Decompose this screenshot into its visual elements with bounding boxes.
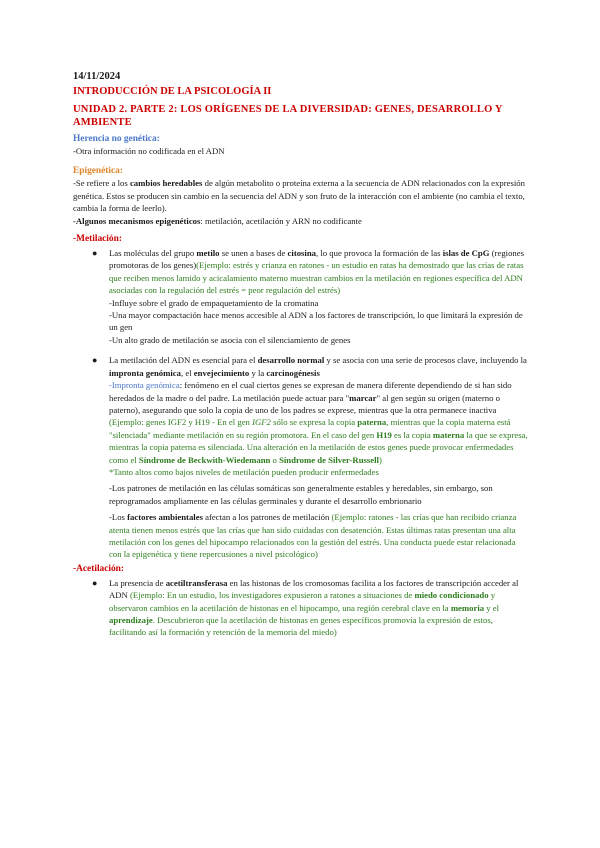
metilacion-bullet-1 [73, 247, 528, 346]
section-acetilacion-heading: -Acetilación: [73, 563, 125, 574]
metilacion-b2-environment: -Los factores ambientales afectan a los patrones de metilación (Ejemplo: ratones - las crías que han recibido crianza atenta tienen menos estrés que las crías que han sido cuidadas con desatención. Estas últimas ratas presentan una alta metilación con los genes del hipocampo relacionados con la gestión del estrés. Una conducta puede estar relacionada con la epigenética y tiene repercusiones a nivel psicológico) [109, 512, 517, 560]
metilacion-b1-text: Las moléculas del grupo metilo se unen a bases de citosina, lo que provoca la formación de las islas de CpG (regiones promotoras de los genes)(Ejemplo: estrés y crianza en ratones - un estudio en ratas ha demostrado que las crías de ratas que reciben menos lamido y acicalamiento materno muestran cambios en la metilación en regiones específica del ADN asociadas con la regulación del estrés = peor regulación del estrés) [109, 248, 525, 296]
bullet-icon: ● [92, 355, 98, 366]
section-epigenetica-heading: Epigenética: [73, 166, 123, 177]
epigenetica-definition: -Se refiere a los cambios heredables de algún metabolito o proteína externa a la secuencia de ADN relacionados con la expresión genética. Estos se producen sin cambio en la secuencia del ADN y son fruto de la interacción con el ambiente (no cambia el texto, cambia la forma de leerlo). [73, 178, 525, 214]
metilacion-b1-line-2: -Una mayor compactación hace menos accesible al ADN a los factores de transcripción, lo que limitará la expresión de un gen [109, 310, 523, 333]
metilacion-b1-line-3: -Un alto grado de metilación se asocia con el silenciamiento de genes [109, 334, 351, 345]
bullet-icon: ● [92, 248, 98, 259]
metilacion-note: *Tanto altos como bajos niveles de metilación pueden producir enfermedades [109, 466, 379, 477]
document-date: 14/11/2024 [73, 71, 121, 82]
section-metilacion-heading: -Metilación: [73, 234, 122, 245]
course-title: INTRODUCCIÓN DE LA PSICOLOGÍA II [73, 86, 272, 97]
document-page [73, 70, 528, 639]
metilacion-b2-text: La metilación del ADN es esencial para el desarrollo normal y se asocia con una serie de procesos clave, incluyendo la impronta genómica, el envejecimiento y la carcinogénesis [109, 355, 527, 378]
bullet-icon: ● [92, 577, 98, 588]
unit-title: UNIDAD 2. PARTE 2: LOS ORÍGENES DE LA DIVERSIDAD: GENES, DESARROLLO Y AMBIENTE [73, 104, 503, 128]
metilacion-b1-line-1: -Influye sobre el grado de empaquetamiento de la cromatina [109, 297, 319, 308]
section-herencia-heading: Herencia no genética: [73, 134, 160, 144]
metilacion-b2-patterns: -Los patrones de metilación en las células somáticas son generalmente estables y heredables, sin embargo, son reprogramados ampliamente en las células germinales y durante el desarrollo embrionario [109, 483, 493, 506]
herencia-line: -Otra información no codificada en el ADN [73, 146, 225, 156]
epigenetica-mechanisms: -Algunos mecanismos epigenéticos: metilación, acetilación y ARN no codificante [73, 215, 362, 226]
metilacion-bullet-2 [73, 354, 528, 561]
acetilacion-b1-text: La presencia de acetiltransferasa en las histonas de los cromosomas facilita a los factores de transcripción acceder al ADN (Ejemplo: En un estudio, los investigadores expusieron a ratones a situaciones de miedo condicionado y observaron cambios en la acetilación de histonas en el hipocampo, una región cerebral clave en la memoria y el aprendizaje. Descubrieron que la acetilación de histonas en genes específicos promovía la expresión de estos, facilitando así la formación y retención de la memoria del miedo) [109, 577, 519, 638]
acetilacion-bullet-1 [73, 577, 528, 639]
impronta-genomica-text: -Impronta genómica: fenómeno en el cual ciertos genes se expresan de manera diferente dependiendo de si han sido heredados de la madre o del padre. La metilación puede actuar para "marcar" al gen según su origen (materno o paterno), asegurando que solo la copia de uno de los padres se exprese, mientras que la otra permanece inactiva (Ejemplo: genes IGF2 y H19 - En el gen IGF2 sólo se expresa la copia paterna, mientras que la copia materna está "silenciada" mediante metilación en su región promotora. En el caso del gen H19 es la copia materna la que se expresa, mientras la copia paterna es silenciada. Una alteración en la metilación de estos genes puede provocar enfermedades como el Síndrome de Beckwith-Wiedemann o Síndrome de Silver-Russell) [109, 380, 528, 465]
